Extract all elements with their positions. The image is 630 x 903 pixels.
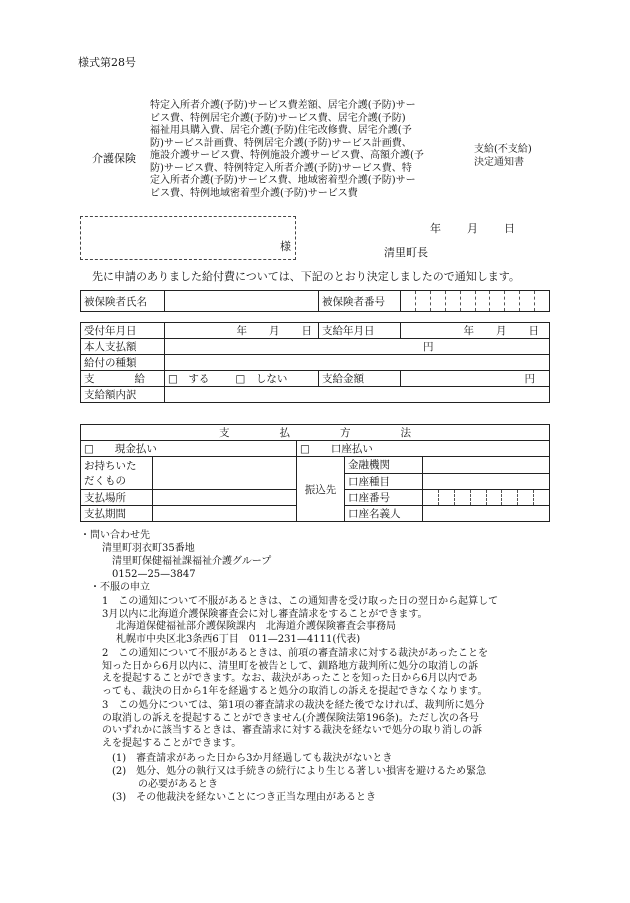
pay-no-checkbox[interactable]: □ しない xyxy=(235,373,288,385)
received-date-label: 受付年月日 xyxy=(81,323,165,339)
account-type-field[interactable] xyxy=(423,473,550,490)
issue-date: 年 月 日 xyxy=(430,222,515,235)
insured-name-field[interactable] xyxy=(165,291,319,312)
header-left-label: 介護保険 xyxy=(92,152,136,165)
items-field[interactable] xyxy=(153,457,297,490)
addressee-box[interactable] xyxy=(80,216,296,260)
bank-label: 金融機関 xyxy=(345,457,423,474)
contact-phone: 0152—25—3847 xyxy=(112,569,196,580)
insured-table xyxy=(80,290,550,312)
breakdown-label: 支給額内訳 xyxy=(81,387,165,403)
appeal-heading: ・不服の申立 xyxy=(90,582,150,593)
account-holder-field[interactable] xyxy=(423,506,550,522)
issuer: 清里町長 xyxy=(384,246,428,259)
form-number: 様式第28号 xyxy=(78,56,136,69)
period-field[interactable] xyxy=(153,506,297,522)
insured-name-label: 被保険者氏名 xyxy=(81,291,165,312)
contact-office: 清里町保健福祉課福祉介護グループ xyxy=(112,556,272,567)
appeal-paragraph-3: 3 この処分については、第1項の審査請求の裁決を経た後でなければ、裁判所に処分 の取消しの訴えを提起することができません(介護保険法第196条)。ただし次の各号 のいずれかに該当するときは、審査請求に対する裁決を経ないで処分の取り消しの訴 えを提起することができます。 xyxy=(102,700,485,749)
benefit-table xyxy=(80,322,550,403)
breakdown-field[interactable] xyxy=(165,387,550,403)
place-label: 支払場所 xyxy=(81,490,153,506)
account-number-label: 口座番号 xyxy=(345,490,423,506)
intro-text: 先に申請のありました給付費については、下記のとおり決定しましたので通知します。 xyxy=(92,270,520,283)
cash-option[interactable]: □ 現金払い xyxy=(81,441,297,457)
place-field[interactable] xyxy=(153,490,297,506)
self-pay-label: 本人支払額 xyxy=(81,339,165,355)
appeal-paragraph-2: 2 この通知について不服があるときは、前項の審査請求に対する裁決があったことを 知った日から6月以内に、清里町を被告として、釧路地方裁判所に処分の取消しの訴 えを提起することができます。なお、裁決があったことを知った日から6月以内であ っても、裁決の日から1年を経過すると処分の取消しの訴えを提起できなくなります。 xyxy=(102,648,489,697)
payment-label: 支 給 xyxy=(81,371,165,387)
appeal-item-2: (2) 処分、処分の執行又は手続きの続行により生じる著しい損害を避けるため緊急 の必要があるとき xyxy=(112,766,487,790)
contact-address: 清里町羽衣町35番地 xyxy=(102,543,195,554)
payment-method-table xyxy=(80,424,550,522)
account-holder-label: 口座名義人 xyxy=(345,506,423,522)
account-number-field[interactable] xyxy=(423,490,550,506)
bank-field[interactable] xyxy=(423,457,550,474)
transfer-to-label: 振込先 xyxy=(297,457,345,522)
appeal-item-3: (3) その他裁決を経ないことにつき正当な理由があるとき xyxy=(112,792,376,803)
transfer-option[interactable]: □ 口座払い xyxy=(297,441,550,457)
pay-yes-checkbox[interactable]: □ する xyxy=(168,373,210,385)
account-type-label: 口座種目 xyxy=(345,473,423,490)
appeal-item-1: (1) 審査請求があった日から3か月経過しても裁決がないとき xyxy=(112,753,393,764)
payment-method-title: 支 払 方 法 xyxy=(81,425,550,441)
header-right-label: 支給(不支給) 決定通知書 xyxy=(474,144,532,168)
insured-number-label: 被保険者番号 xyxy=(319,291,401,312)
paid-date-field[interactable]: 年 月 日 xyxy=(401,323,550,339)
self-pay-field[interactable]: 円 xyxy=(165,339,550,355)
contact-heading: ・問い合わせ先 xyxy=(80,530,150,541)
payment-choice xyxy=(165,371,319,387)
received-date-field[interactable]: 年 月 日 xyxy=(165,323,319,339)
benefit-type-field[interactable] xyxy=(165,355,550,371)
benefit-type-label: 給付の種類 xyxy=(81,355,165,371)
items-label: お持ちいた だくもの xyxy=(81,457,153,490)
insured-number-field[interactable] xyxy=(401,291,550,312)
sama-label: 様 xyxy=(280,240,291,253)
appeal-paragraph-1: 1 この通知について不服があるときは、この通知書を受け取った日の翌日から起算して 3月以内に北海道介護保険審査会に対し審査請求をすることができます。 北海道保健福祉部介護保険課内 北海道介護保険審査会事務局 札幌市中央区北3条西6丁目 011—231—4111(代表) xyxy=(102,596,499,645)
amount-label: 支給金額 xyxy=(319,371,401,387)
period-label: 支払期間 xyxy=(81,506,153,522)
amount-field[interactable]: 円 xyxy=(401,371,550,387)
header-description: 特定入所者介護(予防)サービス費差額、居宅介護(予防)サー ビス費、特例居宅介護(予防)サービス費、居宅介護(予防) 福祉用具購入費、居宅介護(予防)住宅改修費、居宅介護(予 防)サービス計画費、特例居宅介護(予防)サービス計画費、 施設介護サービス費、特例施設介護サービス費、高額介護(予 防)サービス費、特例特定入所者介護(予防)サービス費、特 定入所者介護(予防)サービス費、地域密着型介護(予防)サー ビス費、特例地域密着型介護(予防)サービス費 xyxy=(150,100,424,199)
paid-date-label: 支給年月日 xyxy=(319,323,401,339)
